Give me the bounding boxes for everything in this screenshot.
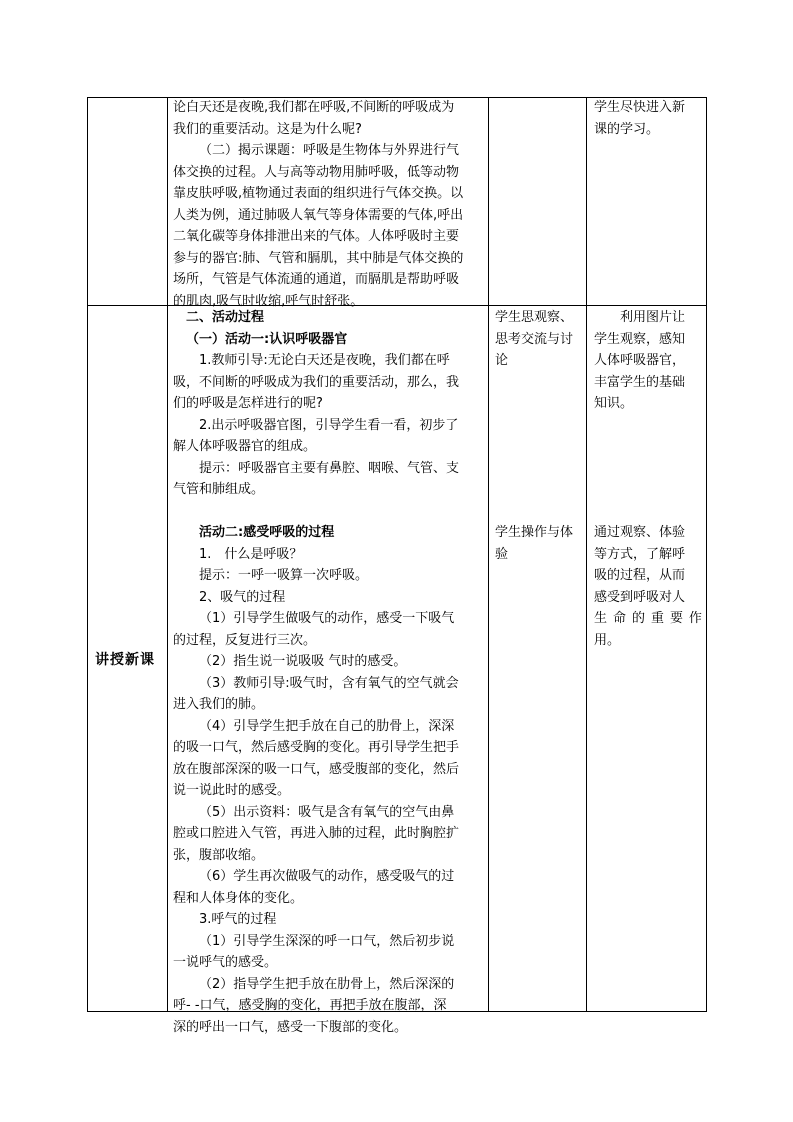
paragraph-line: （1）引导学生做吸气的动作，感受一下吸气 — [199, 611, 455, 626]
activity-heading: （一）活动一:认识呼吸器官 — [186, 331, 348, 347]
paragraph-line: 张，腹部收缩。 — [173, 847, 265, 863]
paragraph-line: （3）教师引导:吸气时，含有氧气的空气就会 — [199, 675, 459, 691]
row2-student-activity-a — [495, 307, 573, 372]
paragraph-line: 论白天还是夜晚,我们都在呼吸,不间断的呼吸成为 — [173, 100, 455, 115]
glyph: 要 — [669, 611, 683, 626]
paragraph-line: 感受到呼吸对人 — [594, 589, 686, 605]
paragraph-line: 呼- -口气，感受胸的变化，再把手放在腹部，深 — [173, 998, 447, 1013]
row2-content-cell — [173, 307, 459, 1038]
table-border-left — [87, 97, 88, 1012]
paragraph-line: 提示：一呼一吸算一次呼吸。 — [199, 568, 369, 583]
paragraph-line: 参与的器官:肺、气管和膈肌，其中肺是气体交换的 — [173, 250, 464, 266]
paragraph-line: 2.出示呼吸器官图，引导学生看一看，初步了 — [199, 417, 459, 433]
paragraph-line: 论 — [495, 353, 509, 368]
paragraph-line: 的肌肉,吸气时收缩,呼气时舒张。 — [173, 293, 364, 309]
glyph: 命 — [612, 611, 626, 626]
paragraph-line: 深的呼出一口气，感受一下腹部的变化。 — [173, 1019, 408, 1035]
paragraph-line: （2）指导学生把手放在肋骨上，然后深深的 — [199, 976, 455, 992]
paragraph-line: 丰富学生的基础 — [594, 374, 686, 390]
glyph: 生 — [594, 611, 608, 626]
paragraph-line: 通过观察、体验 — [594, 525, 686, 540]
paragraph-line: 2、吸气的过程 — [199, 589, 286, 605]
paragraph-line: 等方式，了解呼 — [594, 546, 686, 562]
paragraph-line: 们的呼吸是怎样进行的呢? — [173, 396, 323, 411]
paragraph-line: 利用图片让 — [620, 310, 686, 325]
paragraph-line: 一说呼气的感受。 — [173, 955, 278, 970]
paragraph-line: 人体呼吸器官， — [594, 353, 686, 368]
paragraph-line: 验 — [495, 546, 509, 562]
paragraph-line: 人类为例，通过肺吸人氧气等身体需要的气体,呼出 — [173, 207, 464, 223]
column-divider — [167, 97, 168, 1012]
paragraph-line: 的吸一口气，然后感受胸的变化。再引导学生把手 — [173, 740, 460, 755]
paragraph-line: 思考交流与讨 — [495, 331, 574, 347]
row2-intent-b — [594, 522, 702, 651]
paragraph-line: 1.教师引导:无论白天还是夜晚，我们都在呼 — [199, 353, 450, 368]
row2-student-activity-b — [495, 522, 573, 565]
row1-intent-cell — [594, 97, 685, 140]
paragraph-line: 提示：呼吸器官主要有鼻腔、咽喉、气管、支 — [199, 460, 460, 476]
row2-intent-a — [594, 307, 685, 415]
paragraph-line: 二氧化碳等身体排泄出来的气体。人体呼吸时主要 — [173, 229, 460, 244]
paragraph-line: 学生思观察、 — [495, 310, 574, 325]
paragraph-line: 知识。 — [594, 396, 634, 411]
row1-content-cell — [173, 97, 463, 312]
paragraph-line: 解人体呼吸器官的组成。 — [173, 439, 317, 454]
paragraph-line: 学生尽快进入新 — [594, 100, 686, 115]
paragraph-line: 1. 什么是呼吸？ — [199, 546, 303, 562]
lesson-plan-table — [87, 97, 707, 1035]
paragraph-line: （4）引导学生把手放在自己的肋骨上，深深 — [199, 718, 455, 734]
paragraph-line: 放在腹部深深的吸一口气，感受腹部的变化，然后 — [173, 761, 460, 777]
blank-line — [173, 501, 459, 523]
paragraph-line: 气管和肺组成。 — [173, 482, 265, 497]
paragraph-line: （2）指生说一说吸吸 气时的感受。 — [199, 654, 407, 669]
glyph: 作 — [688, 611, 702, 626]
section-heading: 二、活动过程 — [186, 310, 265, 325]
paragraph-line: 说一说此时的感受。 — [173, 783, 291, 798]
paragraph-line: 学生操作与体 — [495, 525, 574, 540]
paragraph-line: 课的学习。 — [594, 121, 660, 137]
table-border-right — [706, 97, 707, 1012]
paragraph-line: （二）揭示课题：呼吸是生物体与外界进行气 — [199, 143, 460, 158]
section-label: 讲授新课 — [95, 652, 155, 668]
paragraph-line: 用。 — [594, 632, 621, 648]
paragraph-line: （1）引导学生深深的呼一口气，然后初步说 — [199, 933, 455, 949]
paragraph-line: 程和人体身体的变化。 — [173, 890, 304, 906]
paragraph-line: 进入我们的肺。 — [173, 697, 265, 712]
glyph: 的 — [631, 611, 645, 626]
paragraph-line: 场所，气管是气体流通的通道，而膈肌是帮助呼吸 — [173, 272, 460, 287]
glyph: 重 — [650, 611, 664, 626]
paragraph-line: 学生观察，感知 — [594, 331, 686, 347]
justified-line — [594, 608, 702, 630]
paragraph-line: 我们的重要活动。这是为什么呢? — [173, 121, 362, 137]
paragraph-line: 吸的过程，从而 — [594, 568, 686, 583]
paragraph-line: 的过程，反复进行三次。 — [173, 632, 317, 648]
column-divider — [586, 97, 587, 1012]
paragraph-line: 吸，不间断的呼吸成为我们的重要活动，那么，我 — [173, 374, 460, 390]
paragraph-line: （6）学生再次做吸气的动作，感受吸气的过 — [199, 869, 455, 884]
column-divider — [488, 97, 489, 1012]
paragraph-line: 腔或口腔进入气管，再进入肺的过程，此时胸腔扩 — [173, 826, 460, 841]
paragraph-line: （5）出示资料：吸气是含有氧气的空气由鼻 — [199, 804, 455, 820]
activity-heading: 活动二:感受呼吸的过程 — [199, 525, 335, 540]
paragraph-line: 靠皮肤呼吸,植物通过表面的组织进行气体交换。以 — [173, 186, 464, 201]
paragraph-line: 体交换的过程。人与高等动物用肺呼吸，低等动物 — [173, 164, 460, 180]
paragraph-line: 3.呼气的过程 — [199, 912, 277, 927]
